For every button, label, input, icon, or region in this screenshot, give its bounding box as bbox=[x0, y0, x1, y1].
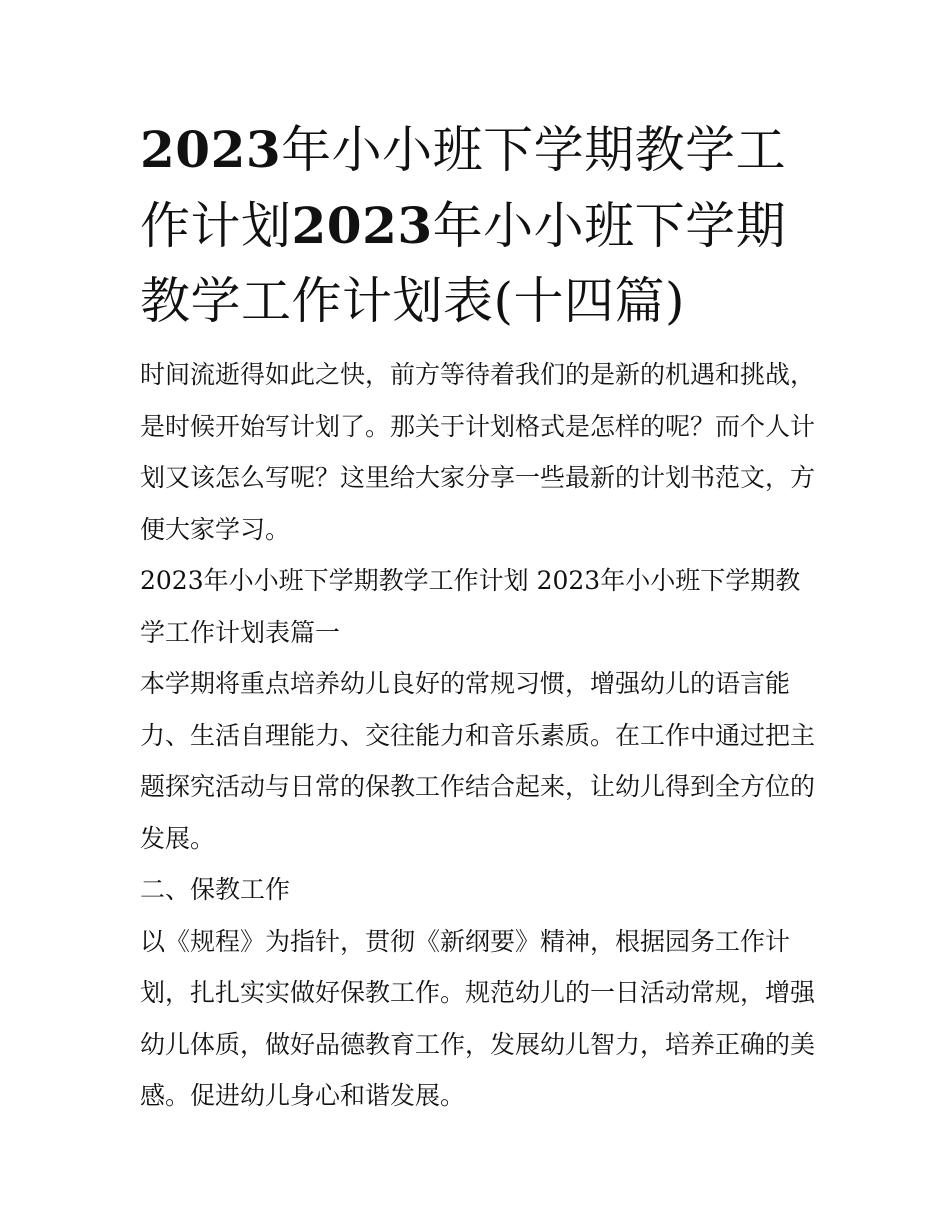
document-title bbox=[140, 112, 815, 339]
title-year-1: 2023 bbox=[140, 120, 282, 179]
document-page bbox=[140, 112, 815, 1122]
intro-paragraph: 时间流逝得如此之快，前方等待着我们的是新的机遇和挑战，是时候开始写计划了。那关于计划格式是怎样的呢？而个人计划又该怎么写呢？这里给大家分享一些最新的计划书范文，方便大家学习。 bbox=[140, 360, 816, 544]
section-heading-2: 二、保教工作 bbox=[140, 875, 291, 904]
body-paragraph-1: 本学期将重点培养幼儿良好的常规习惯，增强幼儿的语言能力、生活自理能力、交往能力和音乐素质。在工作中通过把主题探究活动与日常的保教工作结合起来，让幼儿得到全方位的发展。 bbox=[140, 669, 816, 853]
title-year-2: 2023 bbox=[291, 196, 433, 255]
section-heading-1: 2023年小小班下学期教学工作计划 2023年小小班下学期教学工作计划表篇一 bbox=[140, 566, 801, 647]
title-text-2: 年小小班下学期教学工作计划表(十四篇) bbox=[140, 197, 787, 330]
body-paragraph-2: 以《规程》为指针，贯彻《新纲要》精神，根据园务工作计划，扎扎实实做好保教工作。规范幼儿的一日活动常规，增强幼儿体质，做好品德教育工作，发展幼儿智力，培养正确的美感。促进幼儿身心和谐发展。 bbox=[140, 926, 816, 1110]
title-text-1: 年小小班下学期教学工作计划 bbox=[140, 121, 787, 255]
